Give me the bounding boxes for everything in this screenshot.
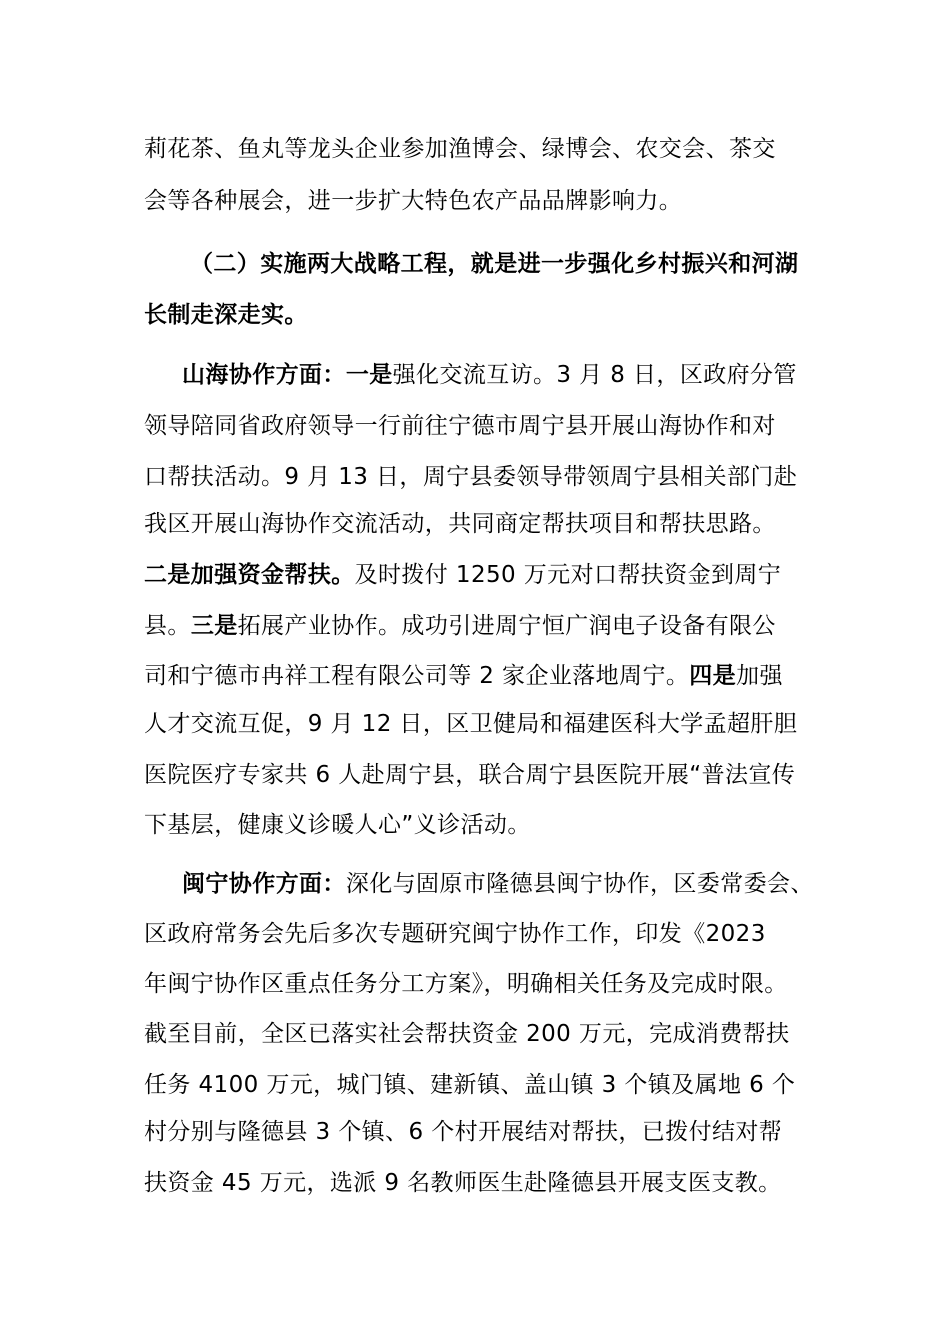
para1-line-2: 会等各种展会，进一步扩大特色农产品品牌影响力。 xyxy=(144,188,683,214)
para3-line-6: 村分别与隆德县 3 个镇、6 个村开展结对帮扶，已拨付结对帮 xyxy=(144,1119,783,1145)
para2-line-10: 下基层，健康义诊暖人心”义诊活动。 xyxy=(144,812,531,838)
para3-line-7: 扶资金 45 万元，选派 9 名教师医生赴隆德县开展支医支教。 xyxy=(144,1170,782,1196)
section-heading-line-2: 长制走深走实。 xyxy=(144,302,308,328)
item3-lead: 三是 xyxy=(190,613,238,639)
shanhai-label: 山海协作方面： xyxy=(182,362,346,388)
para2-line-4: 我区开展山海协作交流活动，共同商定帮扶项目和帮扶思路。 xyxy=(144,511,776,537)
para2-line-6 xyxy=(144,611,776,641)
item3-text: 拓展产业协作。成功引进周宁恒广润电子设备有限公 xyxy=(237,613,776,639)
para2-line-1 xyxy=(182,360,797,390)
line6-start: 县。 xyxy=(144,613,191,639)
para1-line-1: 莉花茶、鱼丸等龙头企业参加渔博会、绿博会、农交会、茶交 xyxy=(144,136,776,162)
item2-text: 及时拨付 1250 万元对口帮扶资金到周宁 xyxy=(354,562,782,588)
para2-line-5 xyxy=(144,560,781,590)
item1-lead: 一是 xyxy=(345,362,393,388)
section-heading-line-1: （二）实施两大战略工程，就是进一步强化乡村振兴和河湖 xyxy=(190,251,799,277)
para2-line-2: 领导陪同省政府领导一行前往宁德市周宁县开展山海协作和对 xyxy=(144,413,776,439)
para2-line-7 xyxy=(144,661,783,691)
line7-text: 司和宁德市冉祥工程有限公司等 2 家企业落地周宁。 xyxy=(144,663,690,689)
minning-label: 闽宁协作方面： xyxy=(182,871,346,897)
item4-text: 加强 xyxy=(736,663,783,689)
para3-line-4: 截至目前，全区已落实社会帮扶资金 200 万元，完成消费帮扶 xyxy=(144,1021,790,1047)
item4-lead: 四是 xyxy=(689,663,737,689)
item1-text: 强化交流互访。3 月 8 日，区政府分管 xyxy=(392,362,797,388)
para3-line1-text: 深化与固原市隆德县闽宁协作，区委常委会、 xyxy=(345,871,814,897)
para3-line-2: 区政府常务会先后多次专题研究闽宁协作工作，印发《2023 xyxy=(144,921,766,947)
item2-lead: 二是加强资金帮扶。 xyxy=(144,562,355,588)
para2-line-9: 医院医疗专家共 6 人赴周宁县，联合周宁县医院开展“普法宣传 xyxy=(144,762,796,788)
para3-line-5: 任务 4100 万元，城门镇、建新镇、盖山镇 3 个镇及属地 6 个 xyxy=(144,1072,796,1098)
para2-line-3: 口帮扶活动。9 月 13 日，周宁县委领导带领周宁县相关部门赴 xyxy=(144,464,798,490)
para3-line-3: 年闽宁协作区重点任务分工方案》，明确相关任务及完成时限。 xyxy=(144,971,788,997)
para3-line-1 xyxy=(182,869,814,899)
para2-line-8: 人才交流互促，9 月 12 日，区卫健局和福建医科大学孟超肝胆 xyxy=(144,711,798,737)
